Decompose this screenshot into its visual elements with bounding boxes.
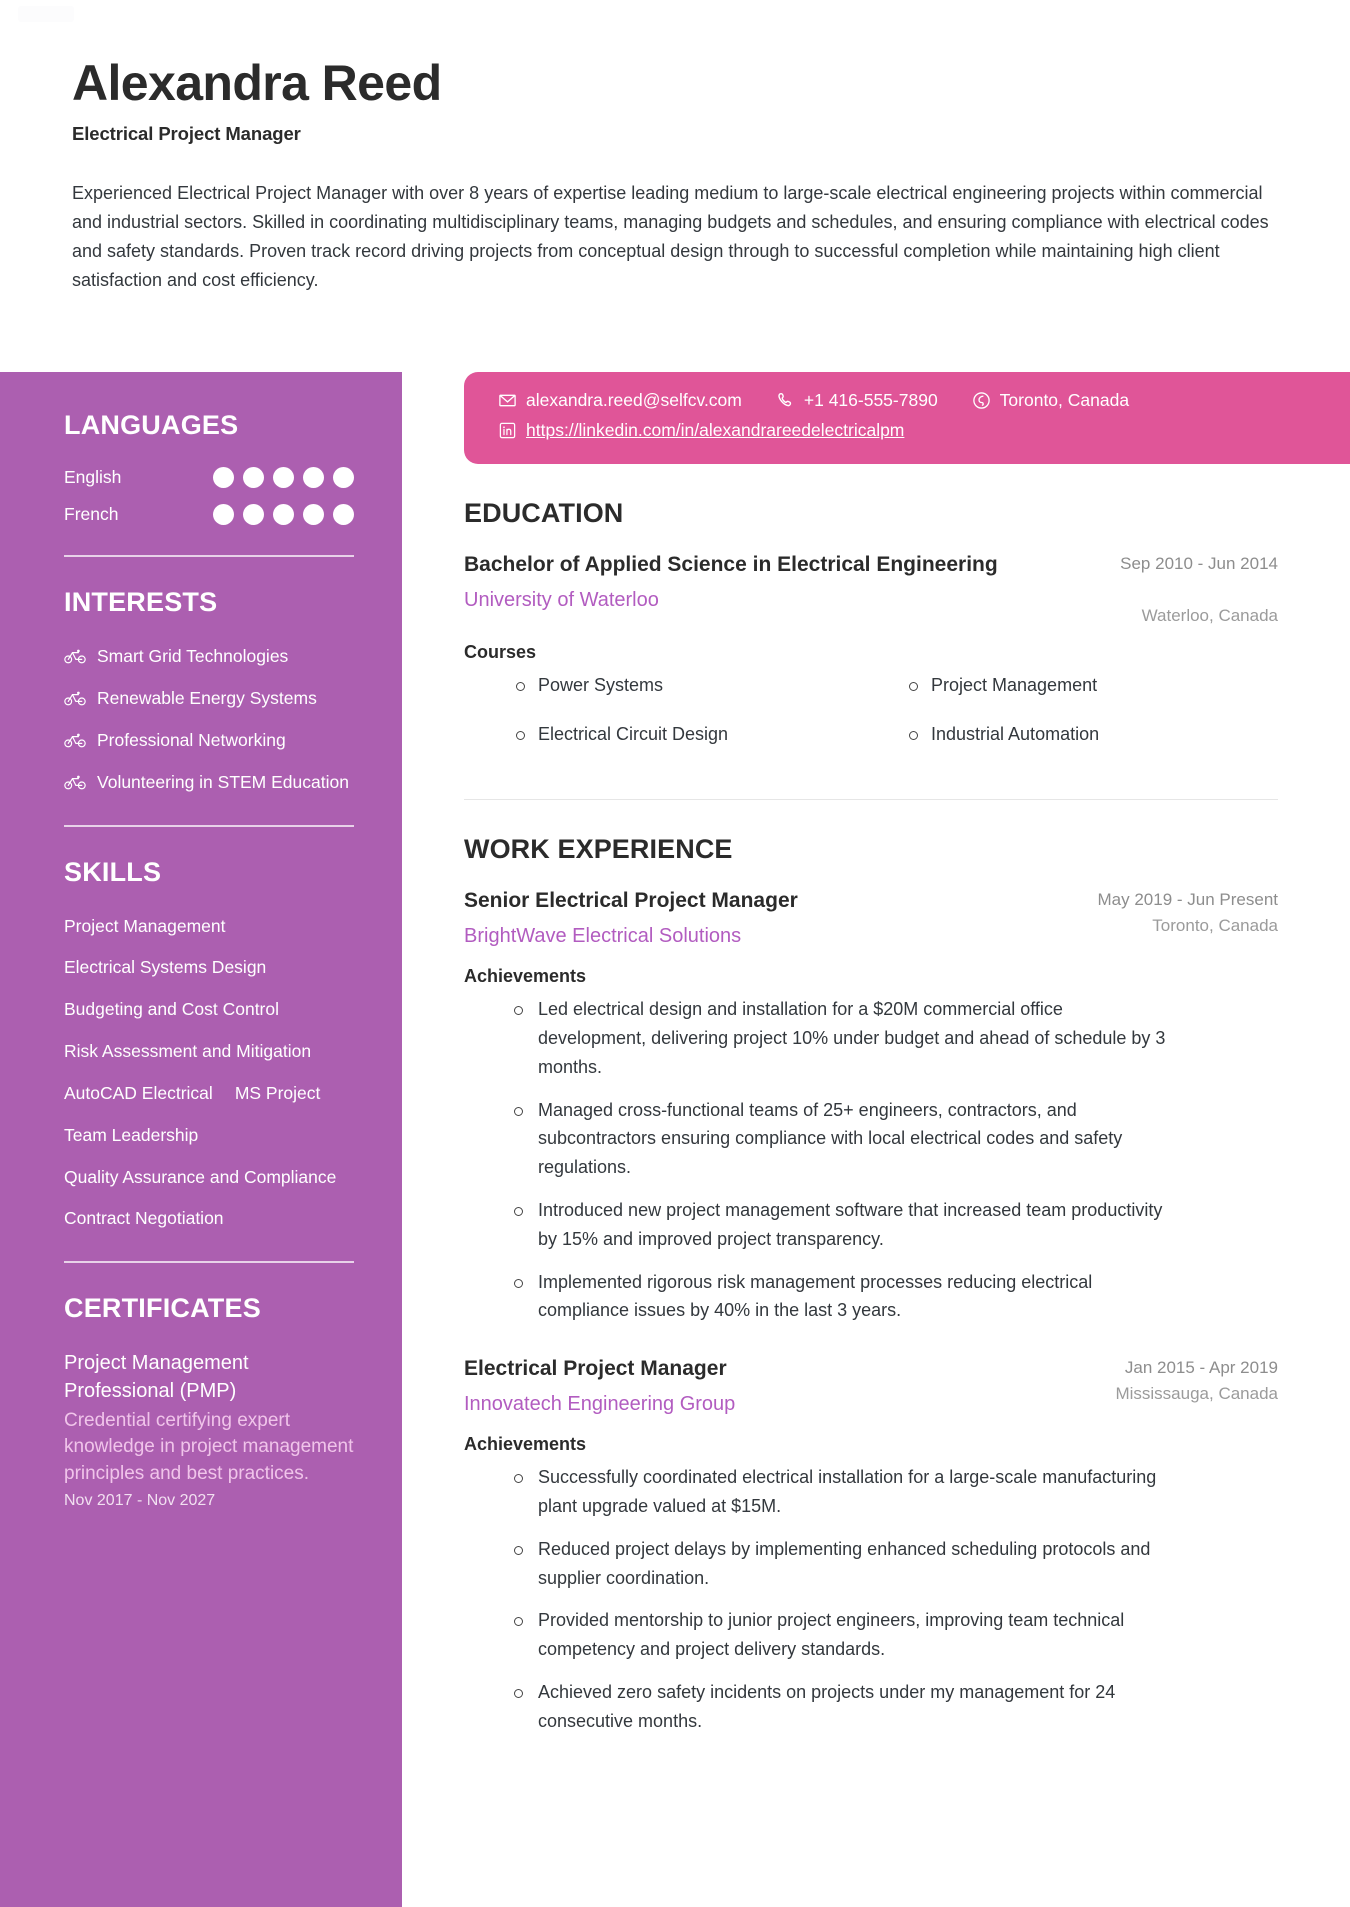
contact-line-2 [498,420,1320,441]
achievement-item: Provided mentorship to junior project engineers, improving team technical competency and project delivery standards. [514,1606,1174,1664]
achievement-item: Implemented rigorous risk management processes reducing electrical compliance issues by 40% in the last 3 years. [514,1268,1174,1326]
level-dot [303,504,324,525]
level-dot [213,467,234,488]
course-item: Power Systems [516,671,885,700]
interest-label: Renewable Energy Systems [97,688,317,709]
contact-bar [464,372,1350,464]
education-entry-left [464,551,1084,614]
level-dot [333,467,354,488]
achievements-list [464,1463,1278,1735]
achievement-item: Introduced new project management software that increased team productivity by 15% and improved project transparency. [514,1196,1174,1254]
contact-linkedin-text[interactable]: https://linkedin.com/in/alexandrareedelectricalpm [526,420,905,440]
sidebar-divider [64,555,354,557]
interest-label: Smart Grid Technologies [97,646,289,666]
achievement-item: Reduced project delays by implementing enhanced scheduling protocols and supplier coordination. [514,1535,1174,1593]
job-location: Toronto, Canada [1152,916,1278,936]
sidebar-section-interests [64,587,354,795]
language-name: English [64,467,122,487]
skills-list [64,914,354,1232]
bicycle-icon [64,690,86,706]
education-heading: EDUCATION [464,498,624,528]
level-dot [243,504,264,525]
job-company: Innovatech Engineering Group [464,1393,736,1416]
level-dot [213,504,234,525]
education-entry-head [464,551,1278,626]
work-experience-heading: WORK EXPERIENCE [464,834,733,865]
resume-header [0,0,1350,296]
experience-entry-right [1115,1355,1278,1404]
interests-heading: INTERESTS [64,587,218,617]
skill-item: Project Management [64,915,226,936]
education-location: Waterloo, Canada [1141,606,1278,625]
education-entry-right [1120,551,1278,626]
achievements-label: Achievements [464,966,587,987]
job-company: BrightWave Electrical Solutions [464,925,742,948]
skill-item: Quality Assurance and Compliance [64,1166,337,1187]
bicycle-icon [64,732,86,748]
certificate-item [64,1350,354,1510]
achievement-item: Achieved zero safety incidents on projects under my management for 24 consecutive months. [514,1678,1174,1736]
certificate-date: Nov 2017 - Nov 2027 [64,1492,216,1510]
contact-line-1 [498,390,1320,411]
achievement-item: Successfully coordinated electrical installation for a large-scale manufacturing plant upgrade valued at $15M. [514,1463,1174,1521]
achievements-list [464,995,1278,1325]
sidebar-section-certificates [64,1293,354,1510]
skill-item: Contract Negotiation [64,1208,224,1229]
language-row [64,467,354,488]
experience-entry-left [464,887,1074,950]
education-entry [464,551,1278,769]
bicycle-icon [64,648,86,664]
job-position: Electrical Project Manager [464,1357,727,1381]
professional-summary: Experienced Electrical Project Manager with over 8 years of expertise leading medium to large-scale electrical engineering projects within commercial and industrial sectors. Skilled in coordinating multidisciplinary teams, managing budgets and schedules, and ensuring compliance with electrical codes and safety standards. Proven track record driving projects from conceptual design through to successful completion while maintaining high client satisfaction and cost efficiency. [72,183,1269,291]
contact-email[interactable] [498,390,742,411]
courses-label: Courses [464,642,537,662]
achievement-item: Managed cross-functional teams of 25+ engineers, contractors, and subcontractors ensuring compliance with local electrical codes and safety regulations. [514,1096,1174,1182]
language-level-dots [213,467,354,488]
list-item [64,770,354,794]
experience-entry [464,887,1278,1325]
sidebar-divider [64,825,354,827]
resume-body [0,372,1350,1907]
languages-list [64,467,354,525]
skill-item: MS Project [234,1082,321,1103]
list-item [64,686,354,710]
contact-phone[interactable] [776,390,938,411]
achievement-item: Led electrical design and installation for a $20M commercial office development, delivering project 10% under budget and ahead of schedule by 3 months. [514,995,1174,1081]
level-dot [303,467,324,488]
certificate-name: Project Management Professional (PMP) [64,1352,249,1402]
interest-label: Volunteering in STEM Education [97,772,349,793]
interests-list [64,644,354,795]
language-row [64,504,354,525]
achievements-label: Achievements [464,1434,587,1455]
contact-phone-text: +1 416-555-7890 [803,390,938,410]
course-item: Electrical Circuit Design [516,720,885,749]
contact-location-text: Toronto, Canada [999,390,1130,410]
experience-entry-head [464,1355,1278,1418]
certificates-heading: CERTIFICATES [64,1293,261,1324]
phone-icon [776,391,795,410]
experience-entry-head [464,887,1278,950]
skill-item: Team Leadership [64,1124,199,1145]
interest-label: Professional Networking [97,730,286,751]
experience-entry-left [464,1355,1084,1418]
languages-heading: LANGUAGES [64,410,239,440]
skill-item: AutoCAD Electrical [64,1082,213,1103]
job-date: May 2019 - Jun Present [1097,890,1278,910]
skill-item: Risk Assessment and Mitigation [64,1041,312,1062]
bicycle-icon [64,774,86,790]
linkedin-icon [498,421,517,440]
skills-heading: SKILLS [64,856,162,887]
courses-list [464,671,1278,769]
level-dot [273,504,294,525]
list-item [64,728,354,752]
sidebar-divider [64,1261,354,1263]
contact-location [972,390,1129,411]
section-work-experience [402,834,1350,1735]
envelope-icon [498,391,517,410]
language-name: French [64,504,119,524]
degree-title: Bachelor of Applied Science in Electrical Engineering [464,553,998,576]
course-item: Project Management [909,671,1278,700]
list-item [64,644,354,668]
contact-email-text: alexandra.reed@selfcv.com [526,390,742,410]
school-name: University of Waterloo [464,588,659,611]
job-date: Jan 2015 - Apr 2019 [1124,1358,1278,1378]
level-dot [273,467,294,488]
job-location: Mississauga, Canada [1115,1384,1278,1404]
contact-linkedin[interactable] [498,420,904,441]
level-dot [333,504,354,525]
section-education [402,498,1350,800]
main-content [402,372,1350,1907]
course-item: Industrial Automation [909,720,1278,749]
experience-entry [464,1355,1278,1735]
sidebar-section-languages [64,410,354,525]
skill-item: Electrical Systems Design [64,957,267,978]
section-divider [464,799,1278,800]
sidebar-section-skills [64,857,354,1232]
location-pin-icon [972,391,991,410]
page-corner-artifact [18,6,74,22]
experience-entry-right [1098,887,1278,936]
education-date: Sep 2010 - Jun 2014 [1120,554,1278,573]
page-title: Alexandra Reed [72,55,442,111]
language-level-dots [213,504,354,525]
header-job-title: Electrical Project Manager [72,123,301,144]
skill-item: Budgeting and Cost Control [64,999,279,1020]
certificate-description: Credential certifying expert knowledge in project management principles and best practices. [64,1409,354,1485]
job-position: Senior Electrical Project Manager [464,889,798,913]
level-dot [243,467,264,488]
sidebar [0,372,402,1907]
